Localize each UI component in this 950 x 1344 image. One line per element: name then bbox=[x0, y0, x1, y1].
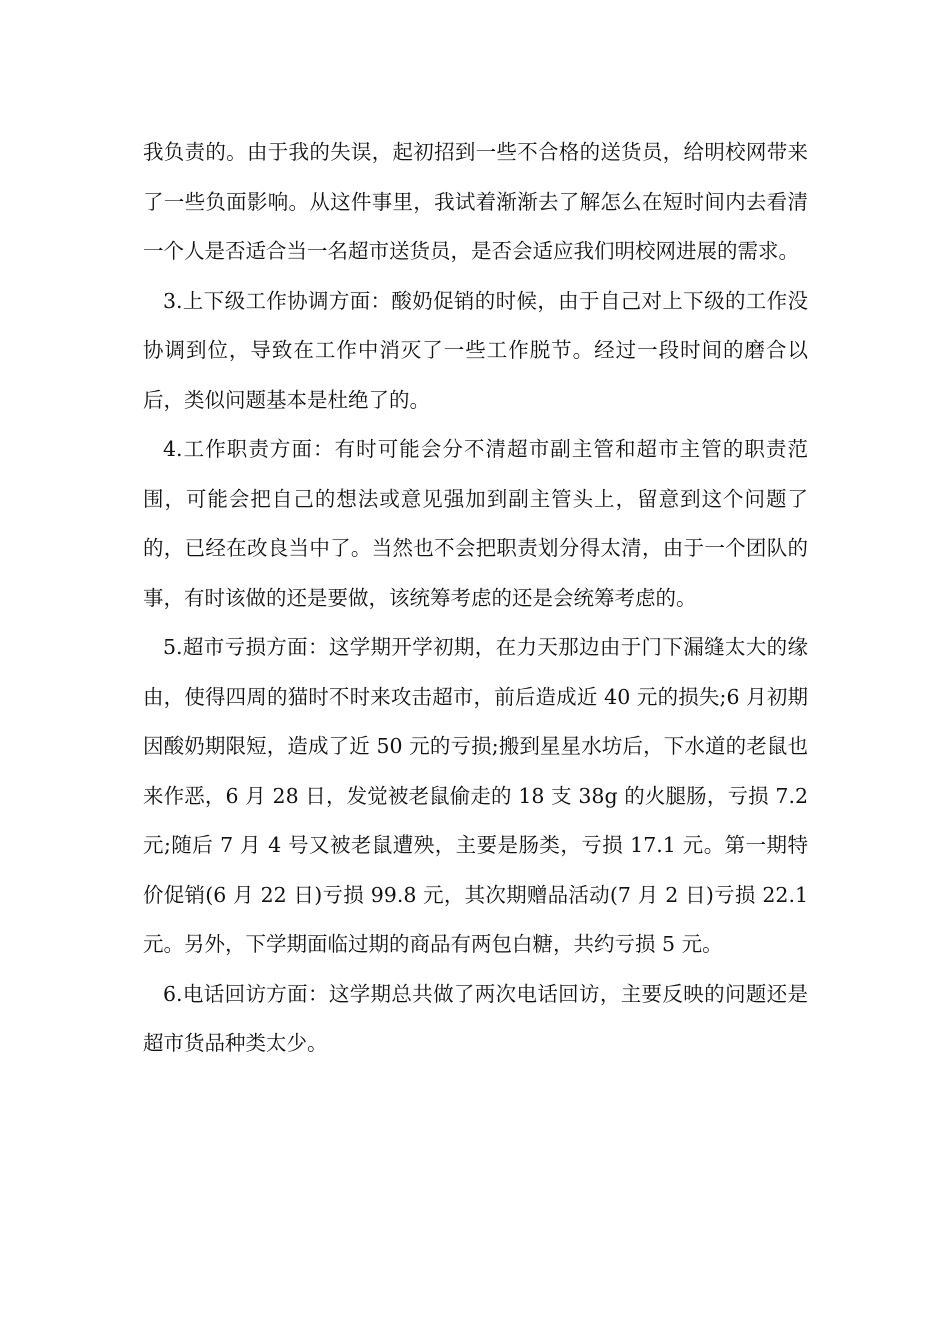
paragraph-coordination: 3.上下级工作协调方面：酸奶促销的时候，由于自己对上下级的工作没协调到位，导致在工作中消灭了一些工作脱节。经过一段时间的磨合以后，类似问题基本是杜绝了的。 bbox=[143, 288, 808, 412]
paragraph-responsibilities: 4.工作职责方面：有时可能会分不清超市副主管和超市主管的职责范围，可能会把自己的想法或意见强加到副主管头上，留意到这个问题了的，已经在改良当中了。当然也不会把职责划分得太清，由于一个团队的事，有时该做的还是要做，该统筹考虑的还是会统筹考虑的。 bbox=[143, 437, 808, 610]
paragraph-losses: 5.超市亏损方面：这学期开学初期，在力天那边由于门下漏缝太大的缘由，使得四周的猫时不时来攻击超市，前后造成近 40 元的损失;6 月初期因酸奶期限短，造成了近 50 元的亏损;搬到星星水坊后，下水道的老鼠也来作恶，6 月 28 日，发觉被老鼠偷走的 18 支 38g 的火腿肠，亏损 7.2 元;随后 7 月 4 号又被老鼠遭殃，主要是肠类，亏损 17.1 元。第一期特价促销(6 月 22 日)亏损 99.8 元，其次期赠品活动(7 月 2 日)亏损 22.1 元。另外，下学期面临过期的商品有两包白糖，共约亏损 5 元。 bbox=[143, 635, 808, 956]
paragraph-phone-followup: 6.电话回访方面：这学期总共做了两次电话回访，主要反映的问题还是超市货品种类太少。 bbox=[143, 981, 808, 1055]
paragraph-continuation: 我负责的。由于我的失误，起初招到一些不合格的送货员，给明校网带来了一些负面影响。从这件事里，我试着渐渐去了解怎么在短时间内去看清一个人是否适合当一名超市送货员，是否会适应我们明校网进展的需求。 bbox=[143, 140, 808, 263]
document-page bbox=[143, 128, 808, 1069]
